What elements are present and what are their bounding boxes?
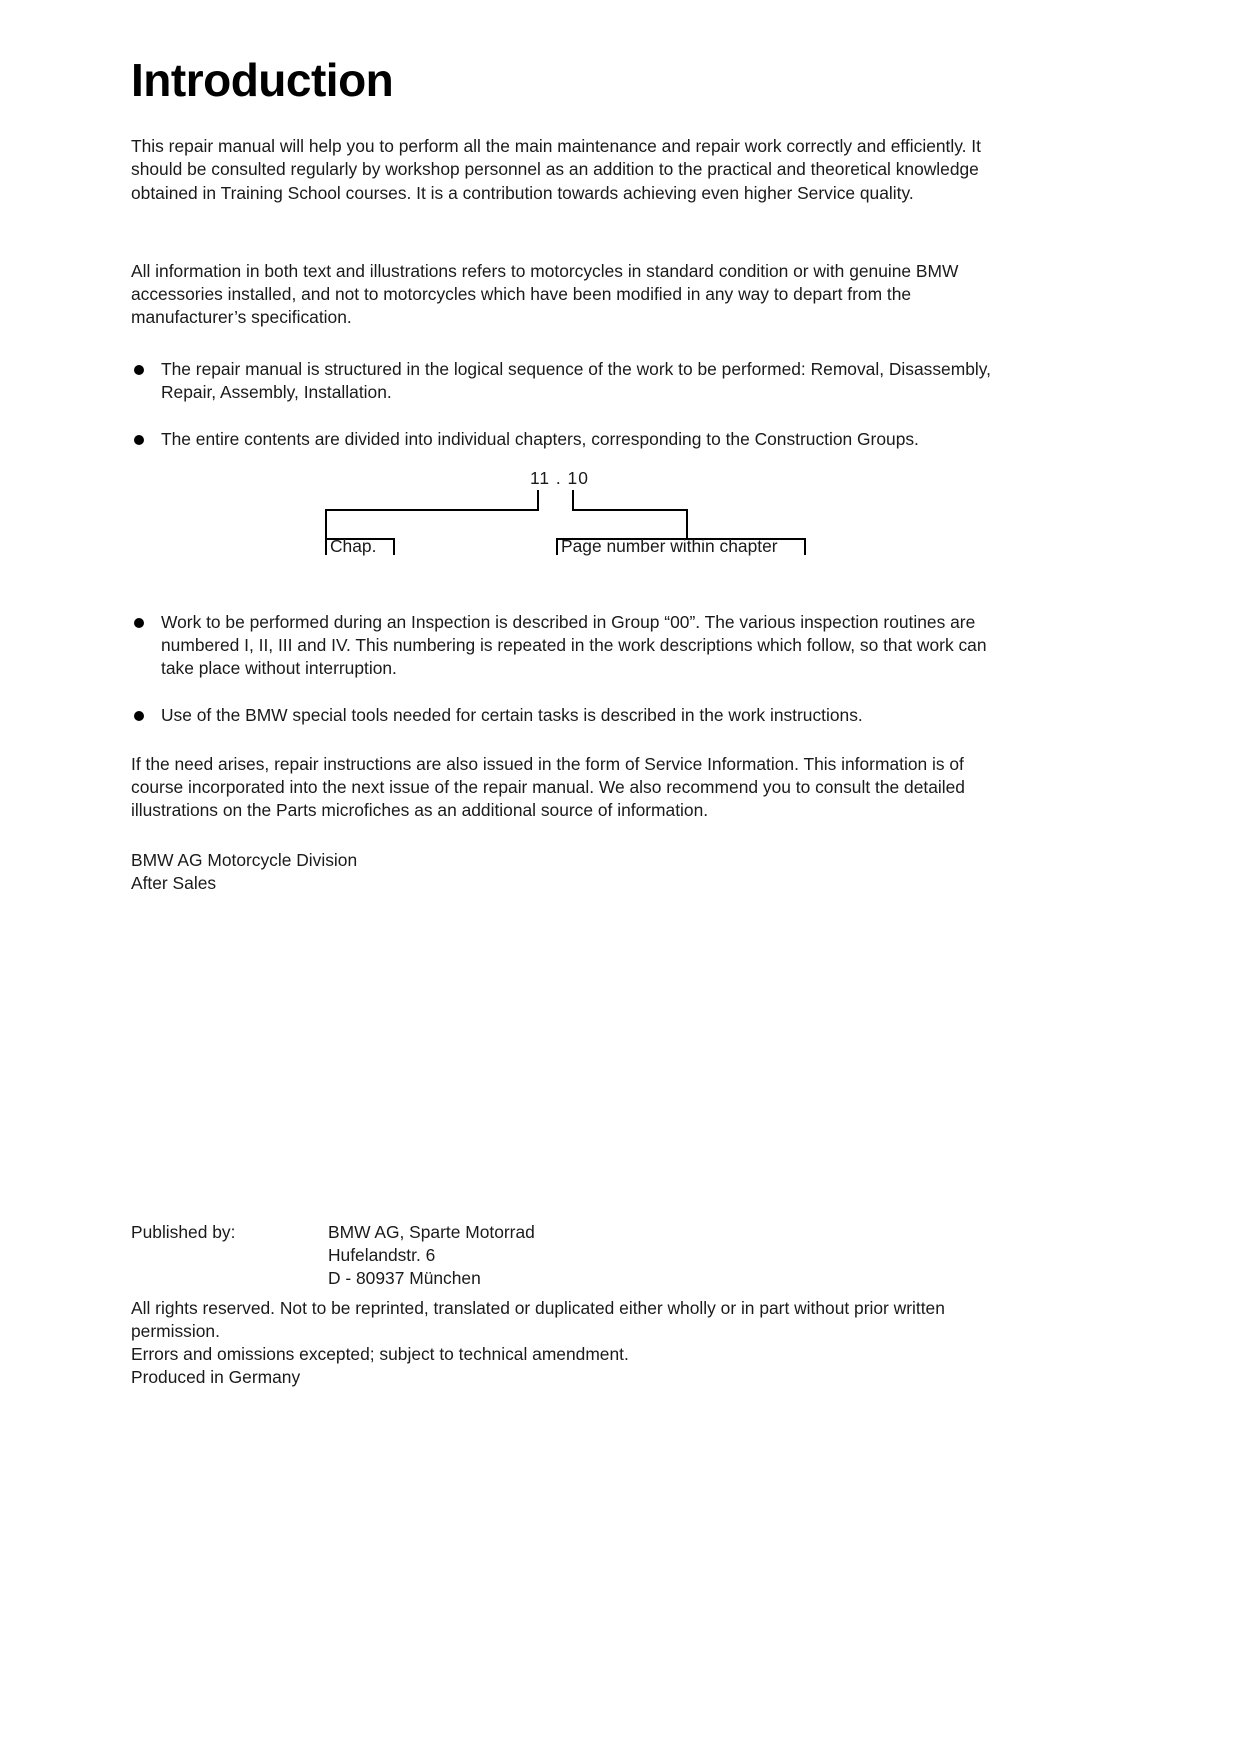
rights-reserved-text: All rights reserved. Not to be reprinted, translated or duplicated either wholly or in part without prior written permission. <box>131 1298 945 1342</box>
produced-in-text: Produced in Germany <box>131 1367 301 1388</box>
errors-omissions-text: Errors and omissions excepted; subject to technical amendment. <box>131 1344 629 1365</box>
service-information-paragraph: If the need arises, repair instructions are also issued in the form of Service Information. This information is of course incorporated into the next issue of the repair manual. We also recommend you to consult the detailed illustrations on the Parts microfiches as an additional source of information. <box>131 754 965 821</box>
list-item-text: The entire contents are divided into individual chapters, corresponding to the Construction Groups. <box>161 429 919 450</box>
spacer <box>131 234 1006 260</box>
diagram-line <box>572 490 574 510</box>
spacer <box>131 582 1006 611</box>
diagram-line <box>537 490 539 510</box>
diagram-line <box>325 509 327 539</box>
page-title: Introduction <box>131 54 394 106</box>
diagram-page-number-label: Page number within chapter <box>561 535 778 556</box>
rights-block <box>131 1297 1006 1390</box>
signoff-division: BMW AG Motorcycle Division <box>131 849 358 870</box>
diagram-chapter-label: Chap. <box>330 535 377 556</box>
diagram-line <box>393 538 395 555</box>
list-item-text: Work to be performed during an Inspection is described in Group “00”. The various inspection routines are numbered I, II, III and IV. This numbering is repeated in the work descriptions which follow, so that work can take place without interruption. <box>161 611 987 678</box>
list-item <box>131 704 1006 727</box>
diagram-line <box>804 538 806 555</box>
list-item <box>131 358 1006 404</box>
spacer <box>131 205 1006 234</box>
diagram-code-label: 11 . 10 <box>530 467 589 488</box>
spacer <box>131 104 1006 135</box>
diagram-line <box>572 509 688 511</box>
imprint-value <box>328 1221 535 1290</box>
signoff-block <box>131 849 1006 895</box>
bullet-dot-icon <box>134 435 144 445</box>
imprint-line: D - 80937 München <box>328 1268 481 1289</box>
spacer <box>131 823 1006 849</box>
list-item <box>131 611 1006 680</box>
bullet-list-top <box>131 358 1006 451</box>
bullet-dot-icon <box>134 711 144 721</box>
signoff-department: After Sales <box>131 872 217 893</box>
scope-paragraph: All information in both text and illustrations refers to motorcycles in standard condition or with genuine BMW accessories installed, and not to motorcycles which have been modified in any way to depart from the manufacturer’s specification. <box>131 260 959 327</box>
imprint-block <box>131 1221 1006 1290</box>
page-content <box>131 0 1006 895</box>
imprint-label: Published by: <box>131 1222 236 1242</box>
spacer <box>131 329 1006 358</box>
imprint-row <box>131 1221 1006 1290</box>
chapter-numbering-diagram <box>131 468 1006 572</box>
imprint-line: BMW AG, Sparte Motorrad <box>328 1222 535 1242</box>
list-item-text: The repair manual is structured in the logical sequence of the work to be performed: Removal, Disassembly, Repair, Assembly, Installation. <box>161 359 991 403</box>
imprint-line: Hufelandstr. 6 <box>328 1245 436 1266</box>
spacer <box>131 727 1006 753</box>
diagram-line <box>325 538 327 555</box>
bullet-list-bottom <box>131 611 1006 728</box>
diagram-line <box>556 538 558 555</box>
list-item-text: Use of the BMW special tools needed for certain tasks is described in the work instructions. <box>161 704 863 725</box>
diagram-line <box>686 509 688 539</box>
bullet-dot-icon <box>134 365 144 375</box>
intro-paragraph: This repair manual will help you to perform all the main maintenance and repair work correctly and efficiently. It should be consulted regularly by workshop personnel as an addition to the practical and theoretical knowledge obtained in Training School courses. It is a contribution towards achieving even higher Service quality. <box>131 136 981 203</box>
list-item <box>131 428 1006 451</box>
diagram-line <box>325 509 539 511</box>
bullet-dot-icon <box>134 618 144 628</box>
